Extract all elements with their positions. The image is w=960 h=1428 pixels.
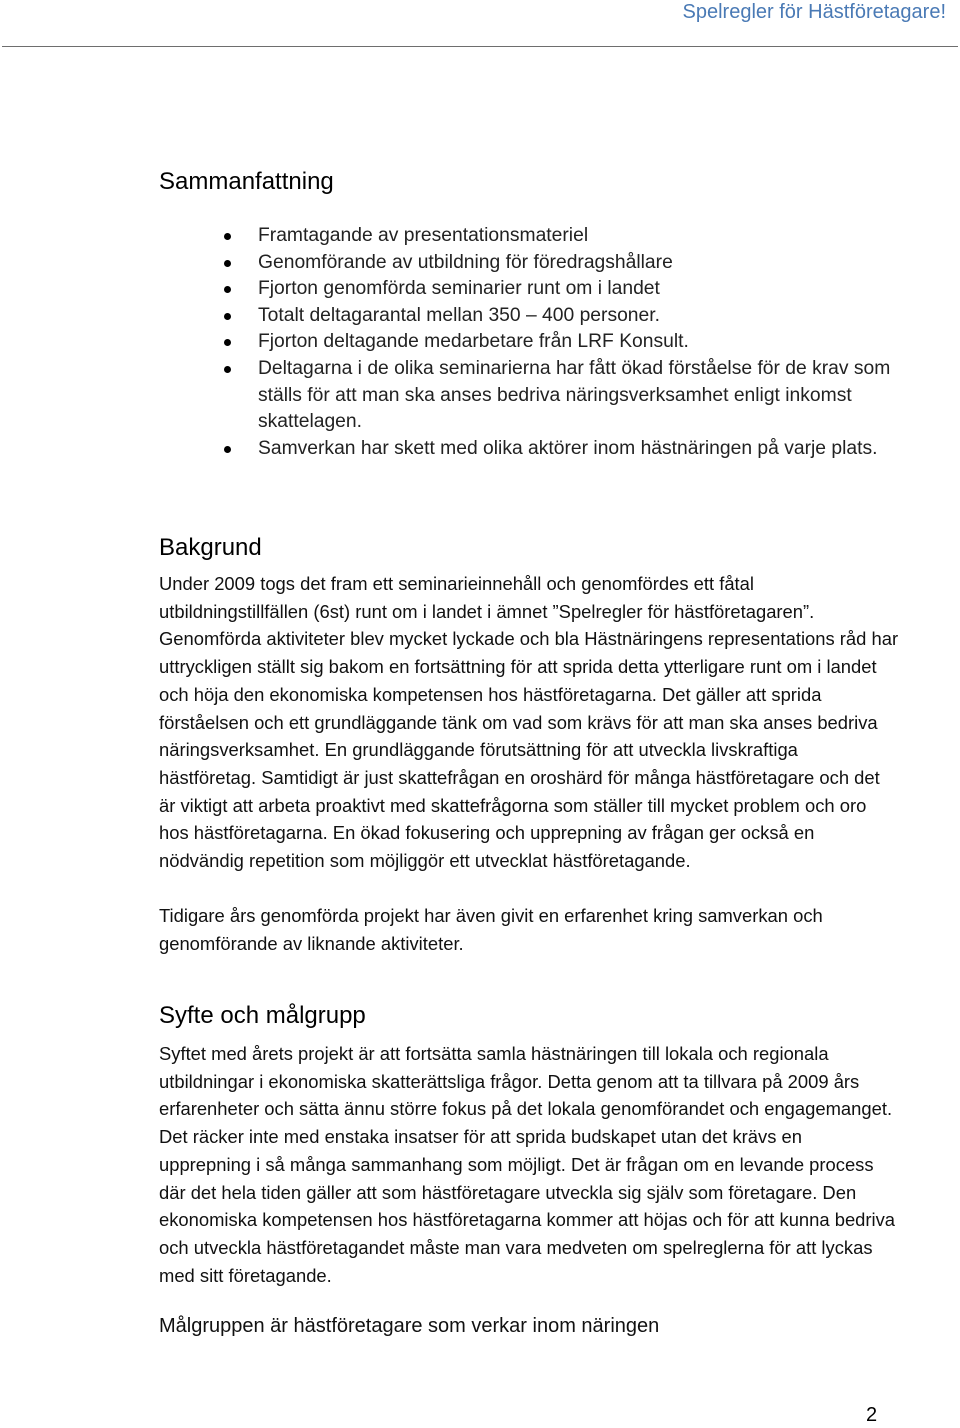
previous-projects-paragraph: Tidigare års genomförda projekt har även givit en erfarenhet kring samverkan och genomförande av liknande aktiviteter. [159, 905, 823, 954]
summary-bullet-item: Samverkan har skett med olika aktörer inom hästnäringen på varje plats. [258, 436, 898, 463]
page-number: 2 [866, 1404, 878, 1426]
summary-bullet-item: Fjorton deltagande medarbetare från LRF Konsult. [258, 329, 898, 356]
summary-bullet-item: Fjorton genomförda seminarier runt om i landet [258, 276, 898, 303]
summary-bullet-item: Genomförande av utbildning för föredragshållare [258, 250, 898, 277]
background-paragraph: Under 2009 togs det fram ett seminarieinnehåll och genomfördes ett fåtal utbildningstillfällen (6st) runt om i landet i ämnet ”Spelregler för hästföretagaren”. Genomförda aktiviteter blev mycket lyckade och bla Hästnäringens representations råd har uttryckligen ställt sig bakom en fortsättning för att sprida detta ytterligare runt om i landet och höja den ekonomiska kompetensen hos hästföretagarna. Det gäller att sprida förståelsen och ett grundläggande tänk om vad som krävs för att man ska anses bedriva näringsverksamhet. En grundläggande förutsättning för att utveckla livskraftiga hästföretag. Samtidigt är just skattefrågan en oroshärd för många hästföretagare och det är viktigt att arbeta proaktivt med skattefrågorna som ställer till mycket problem och oro hos hästföretagarna. En ökad fokusering och upprepning av frågan ger också en nödvändig repetition som möjliggör ett utvecklat hästföretagande. [159, 573, 899, 872]
background-heading: Bakgrund [159, 534, 262, 561]
summary-bullet-item: Totalt deltagarantal mellan 350 – 400 personer. [258, 303, 898, 330]
summary-bullet-item: Framtagande av presentationsmateriel [258, 223, 898, 250]
summary-heading: Sammanfattning [159, 168, 334, 195]
summary-bullet-list [258, 223, 898, 462]
summary-bullet-item: Deltagarna i de olika seminarierna har fått ökad förståelse för de krav som ställs för att man ska anses bedriva näringsverksamhet enligt inkomst skattelagen. [258, 356, 898, 436]
purpose-heading: Syfte och målgrupp [159, 1002, 366, 1029]
purpose-paragraph: Syftet med årets projekt är att fortsätta samla hästnäringen till lokala och regionala utbildningar i ekonomiska skatterättsliga frågor. Detta genom att ta tillvara på 2009 års erfarenheter och sätta ännu större fokus på det lokala genomförandet och engagemanget. Det räcker inte med enstaka insatser för att sprida budskapet utan det krävs en upprepning i så många sammanhang som möjligt. Det är frågan om en levande process där det hela tiden gäller att som hästföretagare utveckla sig själv som företagare. Den ekonomiska kompetensen hos hästföretagarna kommer att höjas och för att kunna bedriva och utveckla hästföretagandet måste man vara medveten om spelreglerna för att lyckas med sitt företagande. [159, 1043, 896, 1286]
target-group-text: Målgruppen är hästföretagare som verkar inom näringen [159, 1315, 660, 1337]
header-divider [2, 46, 958, 47]
running-header-title: Spelregler för Hästföretagare! [682, 1, 946, 23]
